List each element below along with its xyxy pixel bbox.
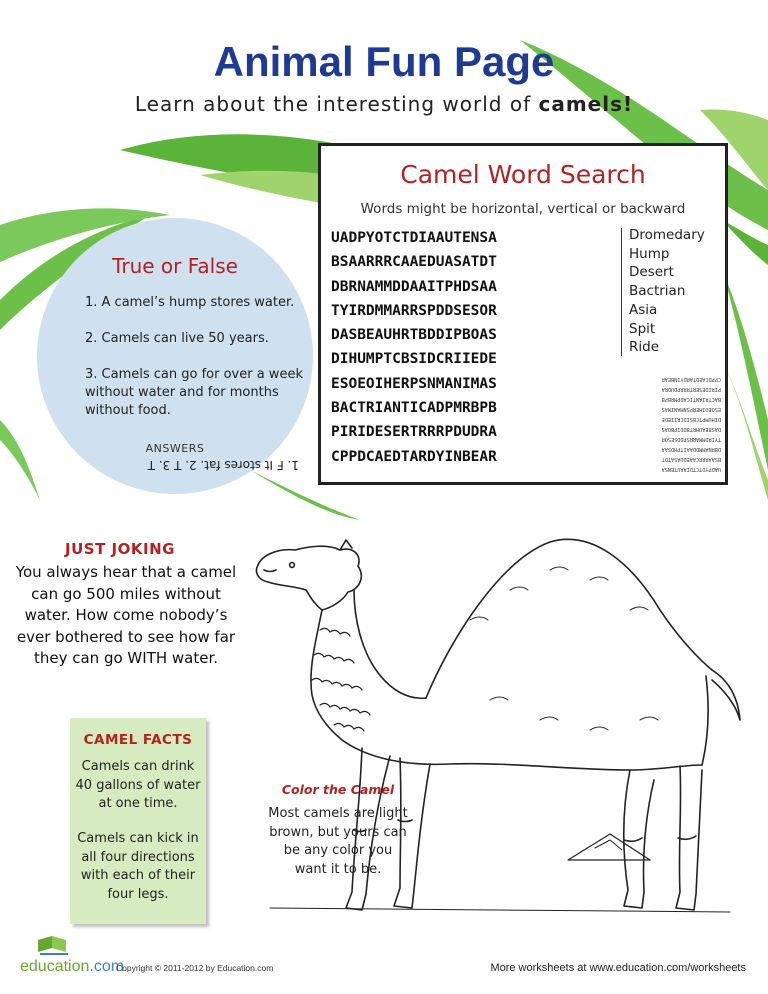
camel-facts-note [70,718,206,924]
leaf-shape [0,420,40,500]
answer-key-row: ESOEOIHERPSNMANIMAS [661,406,721,412]
word-search-grid [331,226,615,469]
color-camel-text: Most camels are light brown, but yours can be any color you want it to be. [268,806,408,877]
word-search-answer-key [619,374,721,474]
true-false-title: True or False [112,254,238,278]
education-logo-text[interactable] [20,958,124,976]
word-list-item: Dromedary [629,227,705,243]
word-search-row: BSAARRRCAAEDUASATDT [331,254,497,271]
camel-facts-title: CAMEL FACTS [83,732,193,748]
answer-key-row: UADPYOTCTDIAAUTENSA [661,466,721,472]
subtitle-text: Learn about the interesting world of [134,92,539,116]
word-search-subtitle: Words might be horizontal, vertical or backward [360,201,686,217]
answer-key-row: CPPDCAEDTARDYINBEAR [661,376,721,382]
word-list [629,226,705,357]
word-search-row: DASBEAUHRTBDDIPBOAS [331,327,497,344]
word-search-row: UADPYOTCTDIAAUTENSA [331,230,497,246]
answer-key-row: BACTRIANTICADPMRBPB [661,396,721,402]
word-list-item: Spit [629,320,656,337]
true-false-question-2: 2. Camels can live 50 years. [85,331,269,346]
word-search-title: Camel Word Search [400,160,646,189]
word-search-row: DIHUMPTCBSIDCRIIEDE [331,351,497,368]
page-subtitle [0,92,768,116]
true-false-circle [37,218,313,494]
subtitle-bold: camels! [538,92,634,116]
logo-dotcom: .com [89,958,125,975]
word-list-item: Desert [629,264,674,281]
camel-fact-2: Camels can kick in all four directions with each of their four legs. [77,831,199,902]
true-false-question-3: 3. Camels can go for over a week without water and for months without food. [85,367,303,418]
answer-key-row: DBRNAMMDDAAITPHDSAA [661,446,721,452]
joke-text: You always hear that a camel can go 500 miles without water. How come nobody’s ever bothered to see how far they can go WITH water. [15,563,237,667]
word-search-row: ESOEOIHERPSNMANIMAS [331,375,497,392]
true-false-question-1: 1. A camel’s hump stores water. [85,295,295,310]
word-search-row: DBRNAMMDDAAITPHDSAA [331,278,497,295]
joke-title: JUST JOKING [65,540,175,558]
more-worksheets-link[interactable]: More worksheets at www.education.com/worksheets [490,962,746,974]
answer-key-row: BSAARRRCAAEDUASATDT [661,456,721,462]
answer-key-row: TYIRDMMARRSPDDSESOR [661,436,721,442]
page-title: Animal Fun Page [213,38,555,85]
logo-main: education [20,958,90,975]
answer-key-row: DASBEAUHRTBDDIPBOAS [661,426,721,432]
color-camel-title: Color the Camel [281,782,395,797]
word-search-row: BACTRIANTICADPMRBPB [331,400,497,417]
answer-key-row: DIHUMPTCBSIDCRIIEDE [661,416,721,422]
word-search-row: PIRIDESERTRRRPDUDRA [331,424,497,441]
answers-upside-down: 1. F It stores fat. 2. T 3. T [147,458,299,472]
word-list-item: Ride [629,339,660,356]
leaf-shape [722,270,768,470]
word-list-item: Bactrian [629,283,686,300]
word-list-item: Asia [629,301,658,318]
answer-key-row: PIRIDESERTRRRPDUDRA [661,386,721,392]
word-search-box [318,143,728,485]
word-search-row: CPPDCAEDTARDYINBEAR [331,448,497,465]
word-list-divider [621,228,622,356]
education-logo-icon [34,934,74,956]
word-list-item: Hump [629,245,670,262]
camel-illustration [250,520,750,930]
leaf-shape [722,220,768,265]
answers-label: ANSWERS [145,442,205,455]
word-search-row: TYIRDMMARRSPDDSESOR [331,302,497,319]
copyright-text: Copyright © 2011-2012 by Education.com [116,963,274,973]
camel-fact-1: Camels can drink 40 gallons of water at one time. [75,759,201,811]
